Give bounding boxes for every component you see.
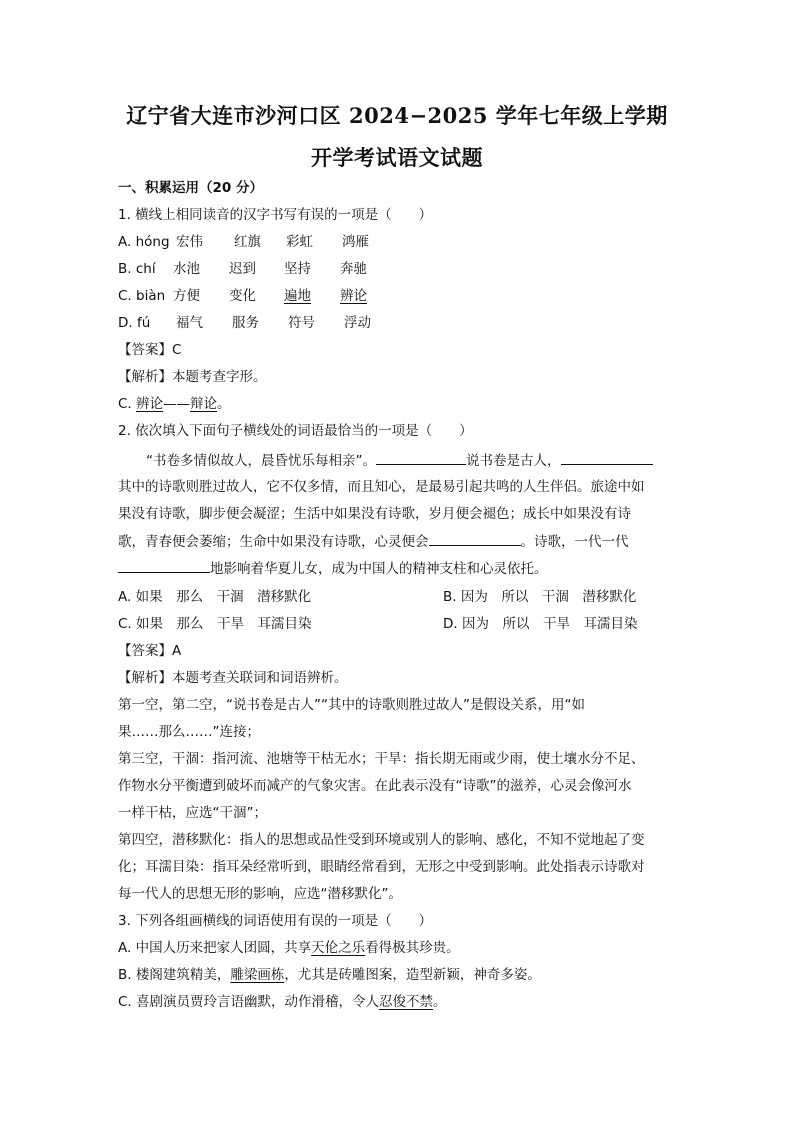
q2-explanation-4: 作物水分平衡遭到破坏而减产的气象灾害。在此表示没有“诗歌”的滋养，心灵会像河水 xyxy=(118,778,632,794)
q1-d-word4: 浮动 xyxy=(344,315,371,331)
q3-c-underlined: 忍俊不禁 xyxy=(379,994,434,1010)
q2-explanation-6: 第四空，潜移默化：指人的思想或品性受到环境或别人的影响、感化，不知不觉地起了变 xyxy=(118,832,645,848)
q2-explanation-5: 一样干枯，应选“干涸”； xyxy=(118,805,267,821)
q1-d-word3: 符号 xyxy=(288,315,315,331)
q2-passage-line5 xyxy=(118,558,548,579)
q1-b-word4: 奔驰 xyxy=(340,261,367,277)
q1-c-word3: 遍地 xyxy=(284,288,311,304)
q3-stem: 3. 下列各组画横线的词语使用有误的一项是（ ） xyxy=(118,913,433,929)
q1-b-word1: 水池 xyxy=(173,261,200,277)
q2-blank-2 xyxy=(561,450,653,465)
q1-b-word3: 坚持 xyxy=(284,261,311,277)
q2-explanation-7: 化；耳濡目染：指耳朵经常听到，眼睛经常看到，无形之中受到影响。此处指表示诗歌对 xyxy=(118,859,645,875)
q1-stem: 1. 横线上相同读音的汉字书写有误的一项是（ ） xyxy=(118,207,433,223)
q2-answer: 【答案】A xyxy=(118,643,182,659)
q1-d-label: D. fú xyxy=(118,315,151,331)
q2-analysis: 【解析】本题考查关联词和词语辨析。 xyxy=(118,670,348,686)
q2-passage-text5: 。诗歌，一代一代 xyxy=(520,534,629,550)
q3-a-text1: A. 中国人历来把家人团圆，共享 xyxy=(118,940,312,956)
q2-passage-text6: 地影响着华夏儿女，成为中国人的精神支柱和心灵依托。 xyxy=(210,561,548,577)
q3-c-text2: 。 xyxy=(433,994,447,1010)
q2-passage-line3: 果没有诗歌，脚步便会凝涩；生活中如果没有诗歌，岁月便会褪色；成长中如果没有诗 xyxy=(118,506,631,522)
q1-right-word: 辩论 xyxy=(190,396,218,412)
q1-correction-label: C. xyxy=(118,396,137,412)
q1-period: 。 xyxy=(217,396,231,412)
q3-a-text2: 看得极其珍贵。 xyxy=(365,940,460,956)
q2-stem: 2. 依次填入下面句子横线处的词语最恰当的一项是（ ） xyxy=(118,423,473,439)
q1-a-label: A. hóng xyxy=(118,234,170,250)
q1-answer: 【答案】C xyxy=(118,342,182,358)
q1-dash: —— xyxy=(163,396,191,412)
q2-quote: “书卷多情似故人，晨昏忧乐每相亲”。 xyxy=(146,453,376,469)
q3-option-c xyxy=(118,992,447,1012)
q2-option-c: C. 如果 那么 干旱 耳濡目染 xyxy=(118,616,312,632)
q3-b-underlined: 雕梁画栋 xyxy=(230,967,285,983)
q1-a-word4: 鸿雁 xyxy=(342,234,369,250)
q1-option-c xyxy=(118,286,367,306)
q1-correction xyxy=(118,394,231,414)
q1-b-label: B. chí xyxy=(118,261,156,277)
q2-explanation-1: 第一空，第二空，“说书卷是古人”“其中的诗歌则胜过故人”是假设关系，用“如 xyxy=(118,697,585,713)
q2-blank-1 xyxy=(376,450,466,465)
q1-a-word3: 彩虹 xyxy=(286,234,313,250)
q1-a-word1: 宏伟 xyxy=(176,234,203,250)
q3-option-b xyxy=(118,965,541,985)
q3-b-text2: ，尤其是砖雕图案，造型新颖，神奇多姿。 xyxy=(284,967,541,983)
q3-a-underlined: 天伦之乐 xyxy=(311,940,366,956)
q2-blank-3 xyxy=(429,531,521,546)
q2-passage-line2: 其中的诗歌则胜过故人，它不仅多情，而且知心，是最易引起共鸣的人生伴侣。旅途中如 xyxy=(118,479,645,495)
q3-option-a xyxy=(118,938,460,958)
q1-option-a xyxy=(118,232,369,252)
q1-option-d xyxy=(118,313,371,333)
q2-blank-4 xyxy=(118,558,210,573)
q2-option-a: A. 如果 那么 干涸 潜移默化 xyxy=(118,589,312,605)
q2-option-b: B. 因为 所以 干涸 潜移默化 xyxy=(443,589,637,605)
q2-explanation-3: 第三空，干涸：指河流、池塘等干枯无水；干旱：指长期无雨或少雨，使土壤水分不足、 xyxy=(118,751,645,767)
q1-d-word2: 服务 xyxy=(232,315,259,331)
q2-passage-text1: 说书卷是古人， xyxy=(466,453,561,469)
q1-c-word4: 辨论 xyxy=(340,288,367,304)
q2-explanation-8: 每一代人的思想无形的影响，应选“潜移默化”。 xyxy=(118,886,402,902)
q2-passage-line1 xyxy=(146,450,653,471)
q2-explanation-2: 果……那么……”连接； xyxy=(118,724,260,740)
q2-option-d: D. 因为 所以 干旱 耳濡目染 xyxy=(443,616,638,632)
q3-b-text1: B. 楼阁建筑精美， xyxy=(118,967,231,983)
q3-c-text1: C. 喜剧演员贾玲言语幽默，动作滑稽，令人 xyxy=(118,994,380,1010)
q1-option-b xyxy=(118,259,367,279)
page-title-line1: 辽宁省大连市沙河口区 2024−2025 学年七年级上学期 xyxy=(126,103,668,128)
q1-d-word1: 福气 xyxy=(176,315,203,331)
q1-a-word2: 红旗 xyxy=(234,234,261,250)
q2-passage-line4 xyxy=(118,531,629,552)
q2-passage-text4: 歌，青春便会萎缩；生命中如果没有诗歌，心灵便会 xyxy=(118,534,429,550)
q1-wrong-word: 辨论 xyxy=(136,396,164,412)
section-heading: 一、积累运用（20 分） xyxy=(118,180,263,196)
q1-c-word2: 变化 xyxy=(229,288,256,304)
q1-c-label: C. biàn xyxy=(118,288,166,304)
q1-b-word2: 迟到 xyxy=(229,261,256,277)
q1-analysis: 【解析】本题考查字形。 xyxy=(118,369,267,385)
q1-c-word1: 方便 xyxy=(173,288,200,304)
page-title-line2: 开学考试语文试题 xyxy=(311,145,483,170)
